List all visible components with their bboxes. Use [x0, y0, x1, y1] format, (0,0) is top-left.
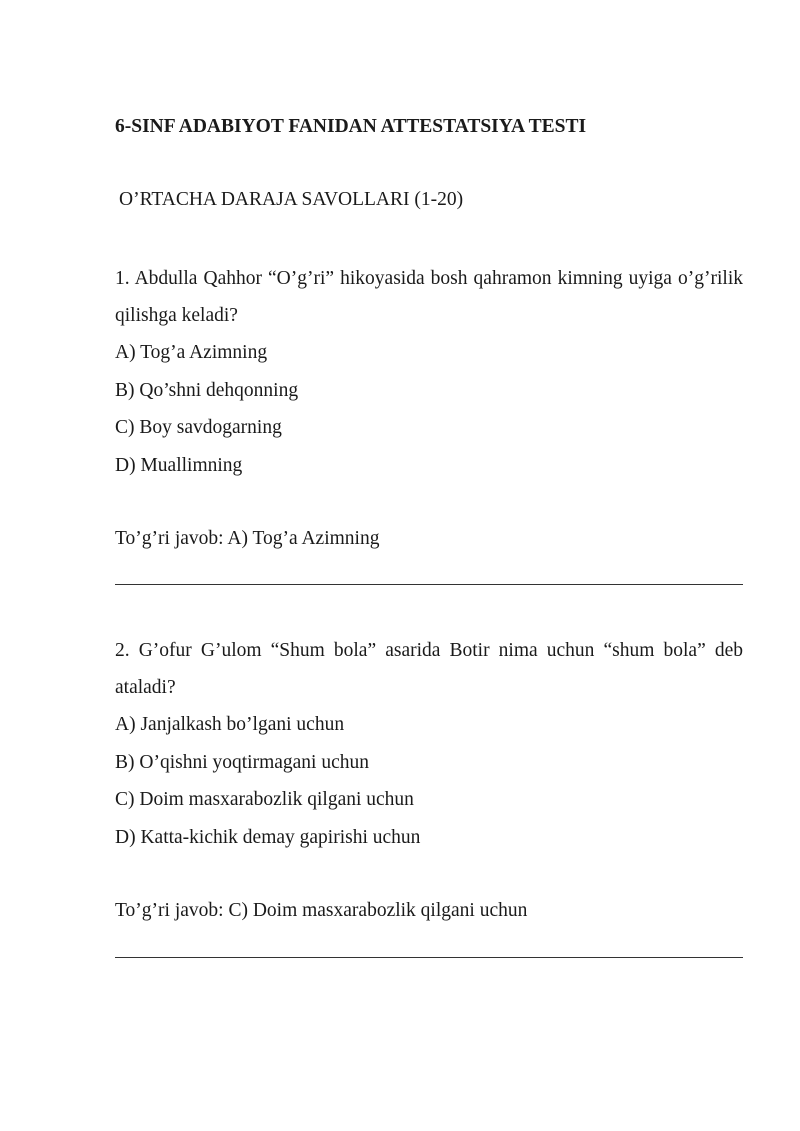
- option-a: A) Tog’a Azimning: [115, 342, 268, 363]
- option-c: C) Boy savdogarning: [115, 417, 282, 438]
- correct-answer: To’g’ri javob: A) Tog’a Azimning: [115, 528, 380, 549]
- option-d: D) Muallimning: [115, 454, 243, 476]
- question-text: 1. Abdulla Qahhor “O’g’ri” hikoyasida bosh qahramon kimning uyiga o’g’rilik qilishga keladi?: [115, 268, 743, 326]
- option-b: B) O’qishni yoqtirmagani uchun: [115, 751, 370, 773]
- option-c: C) Doim masxarabozlik qilgani uchun: [115, 789, 414, 810]
- divider-line: [115, 957, 743, 958]
- option-b: B) Qo’shni dehqonning: [115, 379, 299, 401]
- document-title: 6-SINF ADABIYOT FANIDAN ATTESTATSIYA TESTI: [115, 116, 587, 137]
- section-heading: O’RTACHA DARAJA SAVOLLARI (1-20): [119, 189, 464, 210]
- question-2: [115, 633, 743, 930]
- option-d: D) Katta-kichik demay gapirishi uchun: [115, 826, 421, 848]
- question-1: [115, 261, 743, 558]
- correct-answer: To’g’ri javob: C) Doim masxarabozlik qilgani uchun: [115, 900, 528, 921]
- option-a: A) Janjalkash bo’lgani uchun: [115, 714, 345, 735]
- question-text: 2. G’ofur G’ulom “Shum bola” asarida Botir nima uchun “shum bola” deb ataladi?: [115, 640, 743, 698]
- divider-line: [115, 584, 743, 585]
